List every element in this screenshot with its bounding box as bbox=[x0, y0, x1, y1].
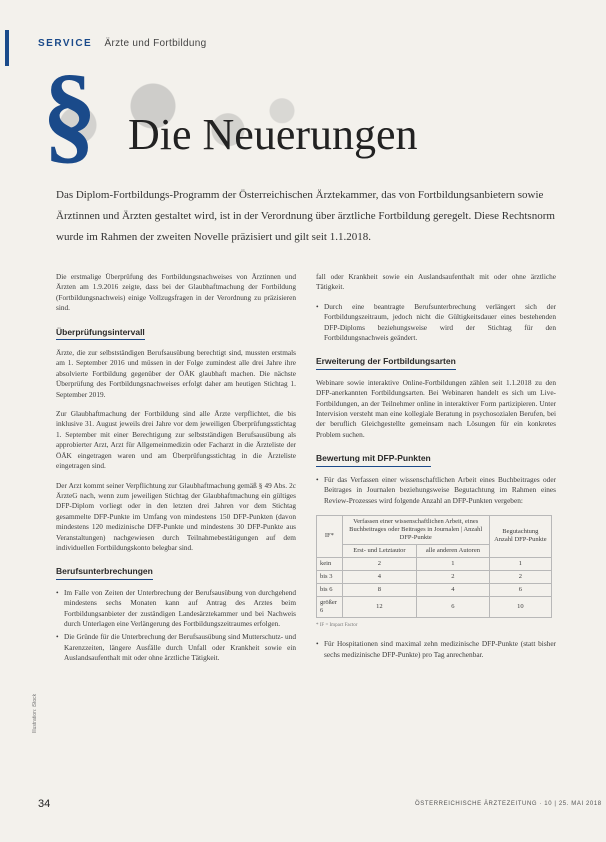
table-cell: 6 bbox=[489, 583, 551, 596]
dfp-points-table bbox=[316, 515, 552, 618]
interruptions-list-cont bbox=[316, 302, 556, 344]
list-item: • Die Gründe für die Unterbrechung der Berufsausübung sind Mutterschutz- und Karenzzeiten, längere Ausfälle durch Unfall oder Krankheit sowie ein Auslandsaufenthalt mit oder ohne ärztliche Tätigkeit. bbox=[56, 632, 296, 663]
interruptions-list bbox=[56, 588, 296, 664]
heading-formats: Erweiterung der Fortbildungsarten bbox=[316, 356, 456, 369]
table-row bbox=[317, 596, 552, 617]
interval-paragraph-3: Der Arzt kommt seiner Verpflichtung zur Glaubhaftmachung gemäß § 49 Abs. 2c ÄrzteG nach, wenn zum jeweiligen Stichtag der Glaubhaftmachung ein gültiges DFP-Diplom vorliegt oder in den letzten drei Jahren vor dem Stichtag gesammelte DFP-Punkte im Umfang von mindestens 150 DFP-Punkten (davon mindestens 120 medizinische DFP-Punkte und mindestens 30 DFP-Punkte aus Veranstaltungen) nachgewiesen durch Teilnahmebestätigungen auf dem individuellen Fortbildungskonto belegbar sind. bbox=[56, 480, 296, 552]
table-cell: 2 bbox=[489, 570, 551, 583]
table-cell: 10 bbox=[489, 596, 551, 617]
page-title: Die Neuerungen bbox=[128, 110, 418, 159]
table-cell: bis 3 bbox=[317, 570, 343, 583]
publication-footer: ÖSTERREICHISCHE ÄRZTEZEITUNG · 10 | 25. MAI 2018 bbox=[415, 801, 602, 807]
table-cell: 12 bbox=[342, 596, 416, 617]
list-item: • Für das Verfassen einer wissenschaftlichen Arbeit eines Buchbeitrages oder Beitrages in Journalen beziehungsweise Begutachtung im Rahmen eines Review-Prozesses wird folgende Anzahl an DFP-Punkten vergeben: bbox=[316, 475, 556, 506]
list-item: • Durch eine beantragte Berufsunterbrechung verlängert sich der Fortbildungszeitraum, jedoch nicht die Gültigkeitsdauer eines bestehenden DFP-Diploms beziehungsweise wird der Stichtag für den Fortbildungsnachweis geändert. bbox=[316, 302, 556, 344]
table-cell: 2 bbox=[417, 570, 490, 583]
scoring-list bbox=[316, 475, 556, 506]
section-subtitle: Ärzte und Fortbildung bbox=[104, 38, 207, 49]
paragraph-sign-icon: § bbox=[42, 52, 97, 174]
table-row bbox=[317, 557, 552, 570]
table-header-first-author: Erst- und Letztautor bbox=[342, 544, 416, 557]
table-header-review: Begutachtung Anzahl DFP-Punkte bbox=[489, 515, 551, 557]
table-header-if: IF* bbox=[317, 515, 343, 557]
table-cell: bis 6 bbox=[317, 583, 343, 596]
table-cell: 6 bbox=[417, 596, 490, 617]
heading-interval: Überprüfungsintervall bbox=[56, 327, 145, 340]
right-column bbox=[316, 272, 556, 669]
section-label bbox=[38, 38, 206, 49]
table-cell: 2 bbox=[342, 557, 416, 570]
table-cell: 1 bbox=[417, 557, 490, 570]
section-kicker: SERVICE bbox=[38, 38, 93, 49]
table-cell: 8 bbox=[342, 583, 416, 596]
list-item: • Für Hospitationen sind maximal zehn medizinische DFP-Punkte (statt bisher sechs medizinische DFP-Punkte) pro Tag anrechenbar. bbox=[316, 639, 556, 660]
continued-text: fall oder Krankheit sowie ein Auslandsaufenthalt mit oder ohne ärztliche Tätigkeit. bbox=[316, 272, 556, 292]
table-cell: kein bbox=[317, 557, 343, 570]
section-edge-bar bbox=[5, 30, 9, 66]
table-cell: größer 6 bbox=[317, 596, 343, 617]
list-item: • Im Falle von Zeiten der Unterbrechung der Berufsausübung von durchgehend mindestens sechs Monaten kann auf Antrag des Arztes beim Fortbildungsanbieter der zuständigen Landesärztekammer und bei Nachweis durch Unterlagen eine Verlängerung des Fortbildungszeitraumes erfolgen. bbox=[56, 588, 296, 630]
table-row bbox=[317, 583, 552, 596]
heading-interruptions: Berufsunterbrechungen bbox=[56, 566, 153, 579]
table-cell: 4 bbox=[417, 583, 490, 596]
interval-paragraph-2: Zur Glaubhaftmachung der Fortbildung sind alle Ärzte verpflichtet, die bis inklusive 31. August jeweils drei Jahre vor dem jeweiligen Überprüfungsstichtag 1. September mit einer Berechtigung zur selbstständigen Berufsausübung als approbierter Arzt, Arzt für Allgemeinmedizin oder Facharzt in die Ärzteliste der ÖÄK eingetragen waren und am Überprüfungsstichtag in die Ärzteliste eingetragen sind. bbox=[56, 409, 296, 471]
image-credit: Illustration: iStock bbox=[32, 693, 38, 733]
left-column bbox=[56, 272, 296, 673]
table-header-group: Verfassen einer wissenschaftlichen Arbeit, eines Buchbeitrages oder Beitrages in Journalen | Anzahl DFP-Punkte bbox=[342, 515, 489, 544]
heading-scoring: Bewertung mit DFP-Punkten bbox=[316, 453, 431, 466]
page-number: 34 bbox=[38, 798, 51, 810]
hospitation-list bbox=[316, 639, 556, 660]
table-cell: 1 bbox=[489, 557, 551, 570]
table-footnote: * IF = Impact Factor bbox=[316, 622, 358, 628]
intro-paragraph: Die erstmalige Überprüfung des Fortbildungsnachweises von Ärztinnen und Ärzten am 1.9.2016 zeigte, dass bei der Glaubhaftmachung der Fortbildung (Fortbildungsnachweis) einige Vollzugsfragen in der Verordnung zu präzisieren sind. bbox=[56, 272, 296, 313]
formats-paragraph: Webinare sowie interaktive Online-Fortbildungen zählen seit 1.1.2018 zu den DFP-anerkannten Fortbildungsarten. Bei Webinaren handelt es sich um Live-Fortbildungen, an der Teilnehmer online in interaktiver Form partizipieren. Unter Intervision versteht man eine kollegiale Beratung in psychosozialen Berufen, bei der beruflich Gleichgestellte gemeinsam nach Lösungen für ein konkretes Problem suchen. bbox=[316, 377, 556, 439]
table-header-other-authors: alle anderen Autoren bbox=[417, 544, 490, 557]
lead-paragraph: Das Diplom-Fortbildungs-Programm der Österreichischen Ärztekammer, das von Fortbildungsanbietern sowie Ärztinnen und Ärzten gestaltet wird, ist in der Verordnung über ärztliche Fortbildung geregelt. Diese Rechtsnorm wurde im Rahmen der zweiten Novelle präzisiert und gilt seit 1.1.2018. bbox=[56, 189, 555, 243]
interval-paragraph-1: Ärzte, die zur selbstständigen Berufsausübung berechtigt sind, mussten erstmals am 1. September 2016 und müssen in der Folge zumindest alle drei Jahre ihre absolvierte Fortbildung gegenüber der ÖÄK glaubhaft machen. Die nächste Überprüfung des Fortbildungsnachweises erfolgt daher am heutigen Stichtag 1. September 2019. bbox=[56, 348, 296, 399]
table-cell: 4 bbox=[342, 570, 416, 583]
table-row bbox=[317, 570, 552, 583]
